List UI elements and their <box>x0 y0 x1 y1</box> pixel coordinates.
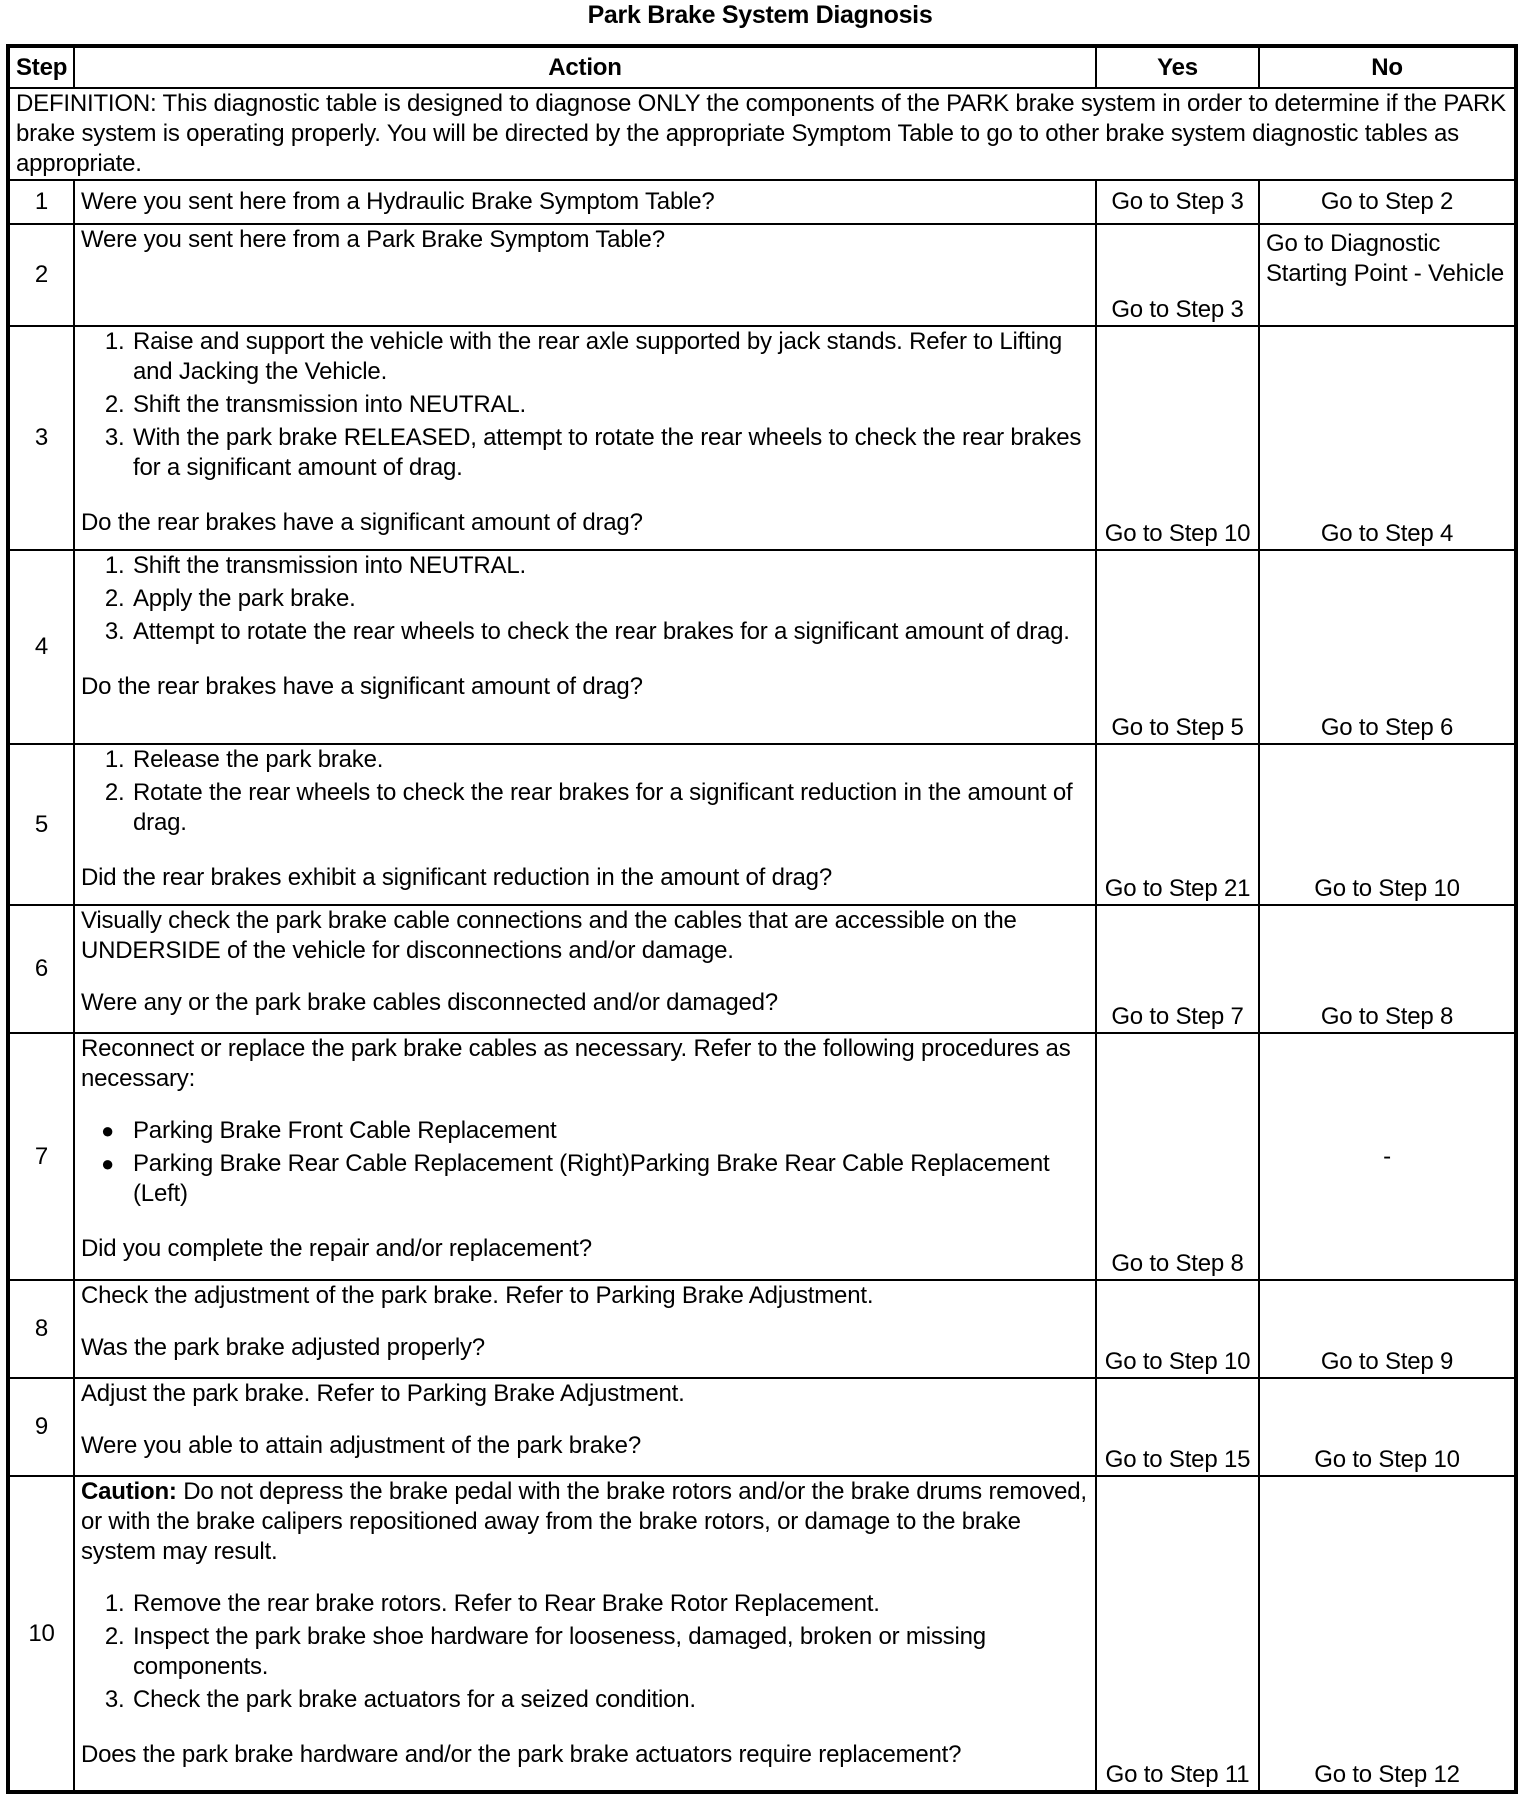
table-row <box>8 326 1516 550</box>
action-text: Reconnect or replace the park brake cables as necessary. Refer to the following procedures as necessary: <box>81 1035 1071 1092</box>
table-row <box>8 744 1516 905</box>
no-link[interactable]: Go to Step 8 <box>1259 905 1516 1033</box>
yes-link[interactable]: Go to Step 21 <box>1096 744 1259 905</box>
header-yes: Yes <box>1096 46 1259 88</box>
list-item: 1. Remove the rear brake rotors. Refer to Rear Brake Rotor Replacement. <box>131 1589 1089 1619</box>
action-cell <box>74 1378 1096 1476</box>
step-number: 10 <box>8 1476 74 1792</box>
bullet-item: ● Parking Brake Rear Cable Replacement (Right)Parking Brake Rear Cable Replacement (Left) <box>131 1149 1089 1209</box>
header-no: No <box>1259 46 1516 88</box>
yes-link[interactable]: Go to Step 7 <box>1096 905 1259 1033</box>
step-number: 4 <box>8 550 74 744</box>
caution-note <box>81 1477 1089 1567</box>
step-number: 3 <box>8 326 74 550</box>
header-step: Step <box>8 46 74 88</box>
list-item: 1. Release the park brake. <box>131 745 1089 775</box>
action-question: Did you complete the repair and/or replacement? <box>81 1235 592 1262</box>
table-row <box>8 1378 1516 1476</box>
step-number: 9 <box>8 1378 74 1476</box>
yes-link[interactable]: Go to Step 11 <box>1096 1476 1259 1792</box>
action-question: Did the rear brakes exhibit a significant reduction in the amount of drag? <box>81 864 832 891</box>
action-question: Do the rear brakes have a significant amount of drag? <box>81 509 643 536</box>
list-item: 2. Shift the transmission into NEUTRAL. <box>131 390 1089 420</box>
procedure-list <box>81 1589 1089 1715</box>
yes-link[interactable]: Go to Step 10 <box>1096 326 1259 550</box>
no-link[interactable]: Go to Step 12 <box>1259 1476 1516 1792</box>
procedure-bullets <box>81 1116 1089 1209</box>
action-question: Was the park brake adjusted properly? <box>81 1334 485 1361</box>
action-cell <box>74 1280 1096 1378</box>
yes-link[interactable]: Go to Step 3 <box>1096 224 1259 326</box>
action-cell <box>74 326 1096 550</box>
header-row <box>8 46 1516 88</box>
list-item: 1. Shift the transmission into NEUTRAL. <box>131 551 1089 581</box>
action-cell <box>74 744 1096 905</box>
action-text: Check the adjustment of the park brake. Refer to Parking Brake Adjustment. <box>81 1282 874 1309</box>
yes-link[interactable]: Go to Step 15 <box>1096 1378 1259 1476</box>
list-item: 2. Rotate the rear wheels to check the rear brakes for a significant reduction in the amount of drag. <box>131 778 1089 838</box>
action-cell <box>74 1033 1096 1280</box>
procedure-list <box>81 551 1089 647</box>
list-item: 3. With the park brake RELEASED, attempt to rotate the rear wheels to check the rear brakes for a significant amount of drag. <box>131 423 1089 483</box>
action-cell <box>74 550 1096 744</box>
step-number: 1 <box>8 180 74 224</box>
no-link[interactable]: Go to Step 4 <box>1259 326 1516 550</box>
procedure-list <box>81 327 1089 483</box>
action-question: Were you sent here from a Hydraulic Brake Symptom Table? <box>74 180 1096 224</box>
action-cell <box>74 905 1096 1033</box>
no-link[interactable]: Go to Step 9 <box>1259 1280 1516 1378</box>
no-link[interactable]: Go to Step 6 <box>1259 550 1516 744</box>
table-row <box>8 1280 1516 1378</box>
header-action: Action <box>74 46 1096 88</box>
action-text: Visually check the park brake cable connections and the cables that are accessible on the UNDERSIDE of the vehicle for disconnections and/or damage. <box>81 907 1017 964</box>
document-title: Park Brake System Diagnosis <box>587 1 933 29</box>
caution-text: Do not depress the brake pedal with the brake rotors and/or the brake drums removed, or with the brake calipers repositioned away from the brake rotors, or damage to the brake system may result. <box>81 1478 1087 1565</box>
list-item: 2. Apply the park brake. <box>131 584 1089 614</box>
step-number: 8 <box>8 1280 74 1378</box>
table-row <box>8 905 1516 1033</box>
step-number: 5 <box>8 744 74 905</box>
table-row <box>8 1033 1516 1280</box>
no-link: - <box>1259 1033 1516 1280</box>
list-item: 3. Check the park brake actuators for a seized condition. <box>131 1685 1089 1715</box>
list-item: 3. Attempt to rotate the rear wheels to check the rear brakes for a significant amount of drag. <box>131 617 1089 647</box>
procedure-list <box>81 745 1089 838</box>
step-number: 6 <box>8 905 74 1033</box>
step-number: 2 <box>8 224 74 326</box>
action-text: Adjust the park brake. Refer to Parking Brake Adjustment. <box>81 1380 685 1407</box>
list-item: 2. Inspect the park brake shoe hardware for looseness, damaged, broken or missing components. <box>131 1622 1089 1682</box>
definition-text: DEFINITION: This diagnostic table is designed to diagnose ONLY the components of the PARK brake system in order to determine if the PARK brake system is operating properly. You will be directed by the appropriate Symptom Table to go to other brake system diagnostic tables as appropriate. <box>8 88 1516 180</box>
no-link[interactable]: Go to Step 2 <box>1259 180 1516 224</box>
action-question: Were any or the park brake cables disconnected and/or damaged? <box>81 989 778 1016</box>
diagnosis-table <box>6 44 1518 1794</box>
caution-label: Caution: <box>81 1478 177 1505</box>
no-link[interactable]: Go to Step 10 <box>1259 1378 1516 1476</box>
action-question: Were you able to attain adjustment of the park brake? <box>81 1432 641 1459</box>
table-row <box>8 224 1516 326</box>
action-cell <box>74 1476 1096 1792</box>
yes-link[interactable]: Go to Step 3 <box>1096 180 1259 224</box>
yes-link[interactable]: Go to Step 5 <box>1096 550 1259 744</box>
table-row <box>8 1476 1516 1792</box>
action-question: Does the park brake hardware and/or the park brake actuators require replacement? <box>81 1741 962 1768</box>
no-link[interactable]: Go to Diagnostic Starting Point - Vehicle <box>1259 224 1516 326</box>
action-question: Were you sent here from a Park Brake Symptom Table? <box>74 224 1096 326</box>
bullet-item: ● Parking Brake Front Cable Replacement <box>131 1116 1089 1146</box>
yes-link[interactable]: Go to Step 8 <box>1096 1033 1259 1280</box>
table-row <box>8 180 1516 224</box>
step-number: 7 <box>8 1033 74 1280</box>
yes-link[interactable]: Go to Step 10 <box>1096 1280 1259 1378</box>
table-row <box>8 550 1516 744</box>
action-question: Do the rear brakes have a significant amount of drag? <box>81 673 643 700</box>
definition-row <box>8 88 1516 180</box>
no-link[interactable]: Go to Step 10 <box>1259 744 1516 905</box>
list-item: 1. Raise and support the vehicle with the rear axle supported by jack stands. Refer to Lifting and Jacking the Vehicle. <box>131 327 1089 387</box>
